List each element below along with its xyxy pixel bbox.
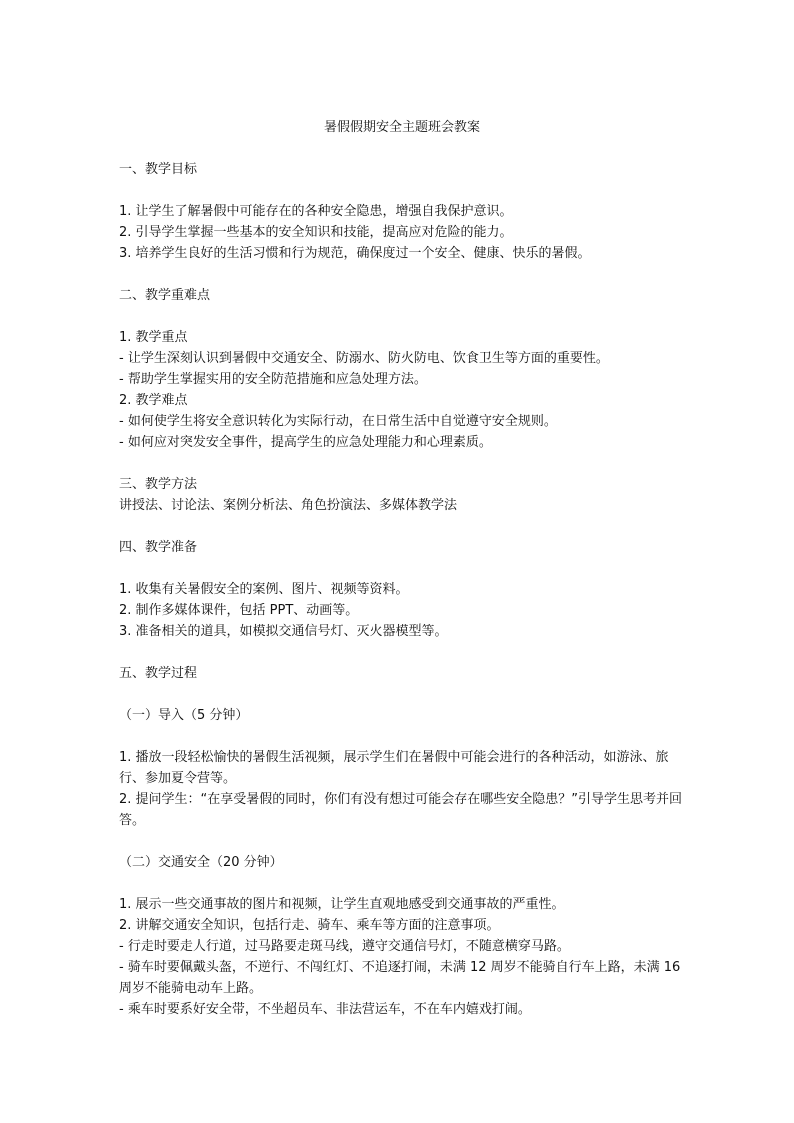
list-item: 3. 培养学生良好的生活习惯和行为规范，确保度过一个安全、健康、快乐的暑假。: [119, 246, 591, 261]
methods-text: 讲授法、讨论法、案例分析法、角色扮演法、多媒体教学法: [119, 498, 458, 513]
list-item: 1. 收集有关暑假安全的案例、图片、视频等资料。: [119, 582, 409, 597]
list-item: - 骑车时要佩戴头盔，不逆行、不闯红灯、不追逐打闹，未满 12 周岁不能骑自行车上路，未满 16 周岁不能骑电动车上路。: [119, 960, 685, 996]
page-title: 暑假假期安全主题班会教案: [323, 120, 480, 135]
subsection-heading: （二）交通安全（20 分钟）: [119, 855, 283, 870]
list-item: - 如何使学生将安全意识转化为实际行动，在日常生活中自觉遵守安全规则。: [119, 414, 557, 429]
section-heading: 五、教学过程: [119, 666, 198, 681]
list-item: 2. 引导学生掌握一些基本的安全知识和技能，提高应对危险的能力。: [119, 225, 513, 240]
list-item: - 乘车时要系好安全带，不坐超员车、非法营运车，不在车内嬉戏打闹。: [119, 1002, 531, 1017]
list-item: 2. 教学难点: [119, 393, 188, 408]
list-item: 3. 准备相关的道具，如模拟交通信号灯、灭火器模型等。: [119, 624, 448, 639]
section-heading: 二、教学重难点: [119, 288, 211, 303]
document-body: [119, 117, 685, 1020]
section-heading: 一、教学目标: [119, 162, 198, 177]
list-item: - 让学生深刻认识到暑假中交通安全、防溺水、防火防电、饮食卫生等方面的重要性。: [119, 351, 609, 366]
list-item: 1. 播放一段轻松愉快的暑假生活视频，展示学生们在暑假中可能会进行的各种活动，如游泳、旅行、参加夏令营等。: [119, 750, 669, 786]
list-item: - 如何应对突发安全事件，提高学生的应急处理能力和心理素质。: [119, 435, 492, 450]
list-item: 1. 展示一些交通事故的图片和视频，让学生直观地感受到交通事故的严重性。: [119, 897, 565, 912]
section-heading: 三、教学方法: [119, 477, 198, 492]
list-item: 2. 提问学生：“在享受暑假的同时，你们有没有想过可能会存在哪些安全隐患？”引导学生思考并回答。: [119, 792, 683, 828]
list-item: - 行走时要走人行道，过马路要走斑马线，遵守交通信号灯，不随意横穿马路。: [119, 939, 570, 954]
list-item: 1. 让学生了解暑假中可能存在的各种安全隐患，增强自我保护意识。: [119, 204, 513, 219]
list-item: 1. 教学重点: [119, 330, 188, 345]
list-item: 2. 制作多媒体课件，包括 PPT、动画等。: [119, 603, 359, 618]
list-item: 2. 讲解交通安全知识，包括行走、骑车、乘车等方面的注意事项。: [119, 918, 500, 933]
list-item: - 帮助学生掌握实用的安全防范措施和应急处理方法。: [119, 372, 427, 387]
section-heading: 四、教学准备: [119, 540, 198, 555]
subsection-heading: （一）导入（5 分钟）: [119, 708, 249, 723]
